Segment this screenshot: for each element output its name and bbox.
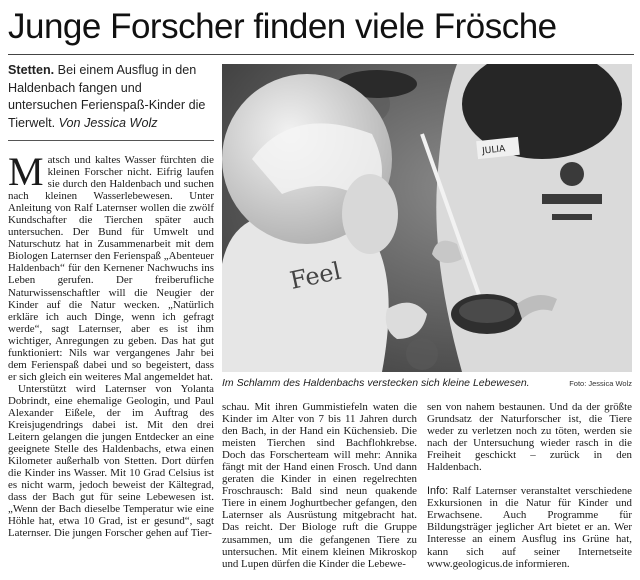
photo-credit: Foto: Jessica Wolz (569, 379, 632, 388)
photo-illustration (222, 64, 632, 372)
article-column-2 (222, 401, 417, 570)
shirt-print-left: Feel (287, 256, 344, 295)
info-paragraph (427, 485, 632, 569)
photo-caption: Im Schlamm des Haldenbachs verstecken sich kleine Lebewesen. (222, 377, 530, 389)
paragraph-text: atsch und kaltes Wasser fürchten die kleinen Forscher nicht. Eifrig laufen sie durch den Haldenbach und suchen nach kleinen Wasserlebewesen. Unter Anleitung von Ralf Laternser wollen die zwölf Kundschafter die Tierchen später auch untersuchen. Der Bund für Umwelt und Naturschutz hat in Zusammenarbeit mit dem Biologen Laternser den Ferienspaß „Abenteuer Haldenbach“ für den Kernener Nachwuchs ins Leben gerufen. Der freiberufliche Naturwissenschaftler will die Neugier der Kinder auf die Natur wecken. „Natürlich erkläre ich auch Dinge, wenn ich gefragt werde“, sagt Laternser, aber es ist ihm wichtiger, Anregungen zu geben. Das hat gut funktioniert: Nils war vergangenes Jahr bei dem Ferienspaß dabei und so begeistert, dass er sich gleich ein weiteres Mal angemeldet hat. (8, 154, 214, 383)
article-photo (222, 64, 632, 372)
article-column-1 (8, 149, 214, 540)
lead-text: Bei einem Ausflug in den Haldenbach fangen und untersuchen Ferienspaß-Kinder die Tierwelt. (8, 63, 206, 130)
drop-cap: M (8, 149, 44, 194)
article-column-3 (427, 401, 632, 570)
paragraph: schau. Mit ihren Gummistiefeln waten die Kinder im Alter von 7 bis 11 Jahren durch den Bach, in der Hand ein Küchensieb. Die meisten Tierchen sind Bachflohkrebse. Doch das Forscherteam will mehr: Annika fängt mit der Hand einen Frosch. Und dann geraten die Kinder in einen regelrechten Froschrausch: Bald sind neun quakende Tiere in einem Joghurtbecher gefangen, den Laternser als Ausrüstung mitgebracht hat. Das reicht. Der Biologe ruft die Gruppe zusammen, um die gefangenen Tiere zu untersuchen. Mit einem kleinen Mikroskop und Lupen dürfen die Kinder die Lebewe- (222, 401, 417, 570)
paragraph: sen von nahem bestaunen. Und da der größte Grundsatz der Naturforscher ist, die Tiere weder zu verletzen noch zu töten, werden sie nach der Untersuchung wieder rasch in die Freiheit geschickt – zurück in den Haldenbach. (427, 401, 632, 474)
lead-divider (8, 140, 214, 141)
lead-author: Von Jessica Wolz (58, 115, 158, 130)
paragraph (8, 149, 214, 383)
headline-rule (8, 54, 634, 55)
lead-place: Stetten. (8, 63, 55, 77)
info-label: Info: (427, 485, 449, 498)
lead-paragraph (8, 62, 214, 132)
info-text: Ralf Laternser veranstaltet verschiedene Exkursionen in die Natur für Kinder und Erwachsene. Auch Programme für Bildungsträger jeglicher Art bietet er an. Wer Interesse an einem Ausflug ins Grüne hat, kann sich auf seiner Internetseite www.geologicus.de informieren. (427, 485, 632, 570)
name-tag-text: JULIA (481, 144, 506, 157)
headline: Junge Forscher finden viele Frösche (8, 7, 557, 46)
paragraph: Unterstützt wird Laternser von Yolanta Dobrindt, eine ehemalige Geologin, und Paul Alexander Eißele, der im Auftrag des Kreisjugendrings dabei ist. Mit den drei Leitern gelangen die jungen Entdecker an eine geeignete Stelle des Haldenbachs, etwa einen Kilometer außerhalb von Stetten. Dort dürfen die Kinder ins Wasser. Mit 10 Grad Celsius ist es nicht warm, jedoch beweist der Kältegrad, dass der Bach gut für seine Lebewesen ist. „Wenn der Bach dieselbe Temperatur wie eine Höhle hat, etwa 10 Grad, ist er gesund“, sagt Laternser. Die jungen Forscher gehen auf Tier- (8, 382, 214, 540)
